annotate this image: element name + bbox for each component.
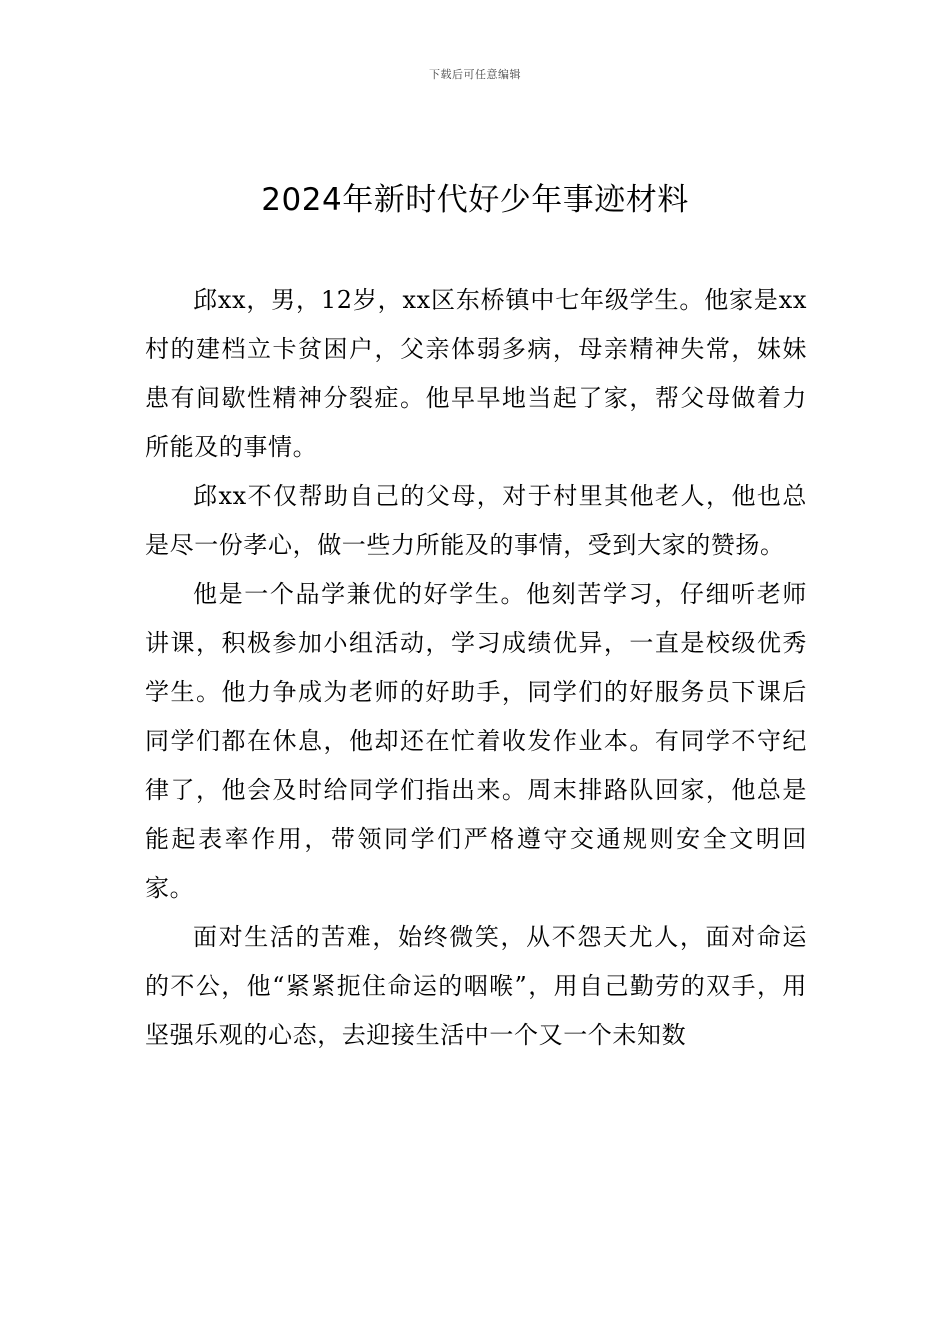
header-note: 下载后可任意编辑 [429, 68, 521, 81]
document-body [145, 276, 807, 1060]
paragraph-2: 邱xx不仅帮助自己的父母，对于村里其他老人，他也总是尽一份孝心，做一些力所能及的事情，受到大家的赞扬。 [145, 482, 807, 559]
paragraph-4: 面对生活的苦难，始终微笑，从不怨天尤人，面对命运的不公，他“紧紧扼住命运的咽喉”，用自己勤劳的双手，用坚强乐观的心态，去迎接生活中一个又一个未知数 [145, 923, 807, 1049]
document-title: 2024年新时代好少年事迹材料 [261, 182, 689, 218]
paragraph-1: 邱xx，男，12岁，xx区东桥镇中七年级学生。他家是xx村的建档立卡贫困户，父亲体弱多病，母亲精神失常，妹妹患有间歇性精神分裂症。他早早地当起了家，帮父母做着力所能及的事情。 [145, 286, 807, 461]
paragraph-3: 他是一个品学兼优的好学生。他刻苦学习，仔细听老师讲课，积极参加小组活动，学习成绩优异，一直是校级优秀学生。他力争成为老师的好助手，同学们的好服务员下课后同学们都在休息，他却还在忙着收发作业本。有同学不守纪律了，他会及时给同学们指出来。周末排路队回家，他总是能起表率作用，带领同学们严格遵守交通规则安全文明回家。 [145, 580, 807, 902]
